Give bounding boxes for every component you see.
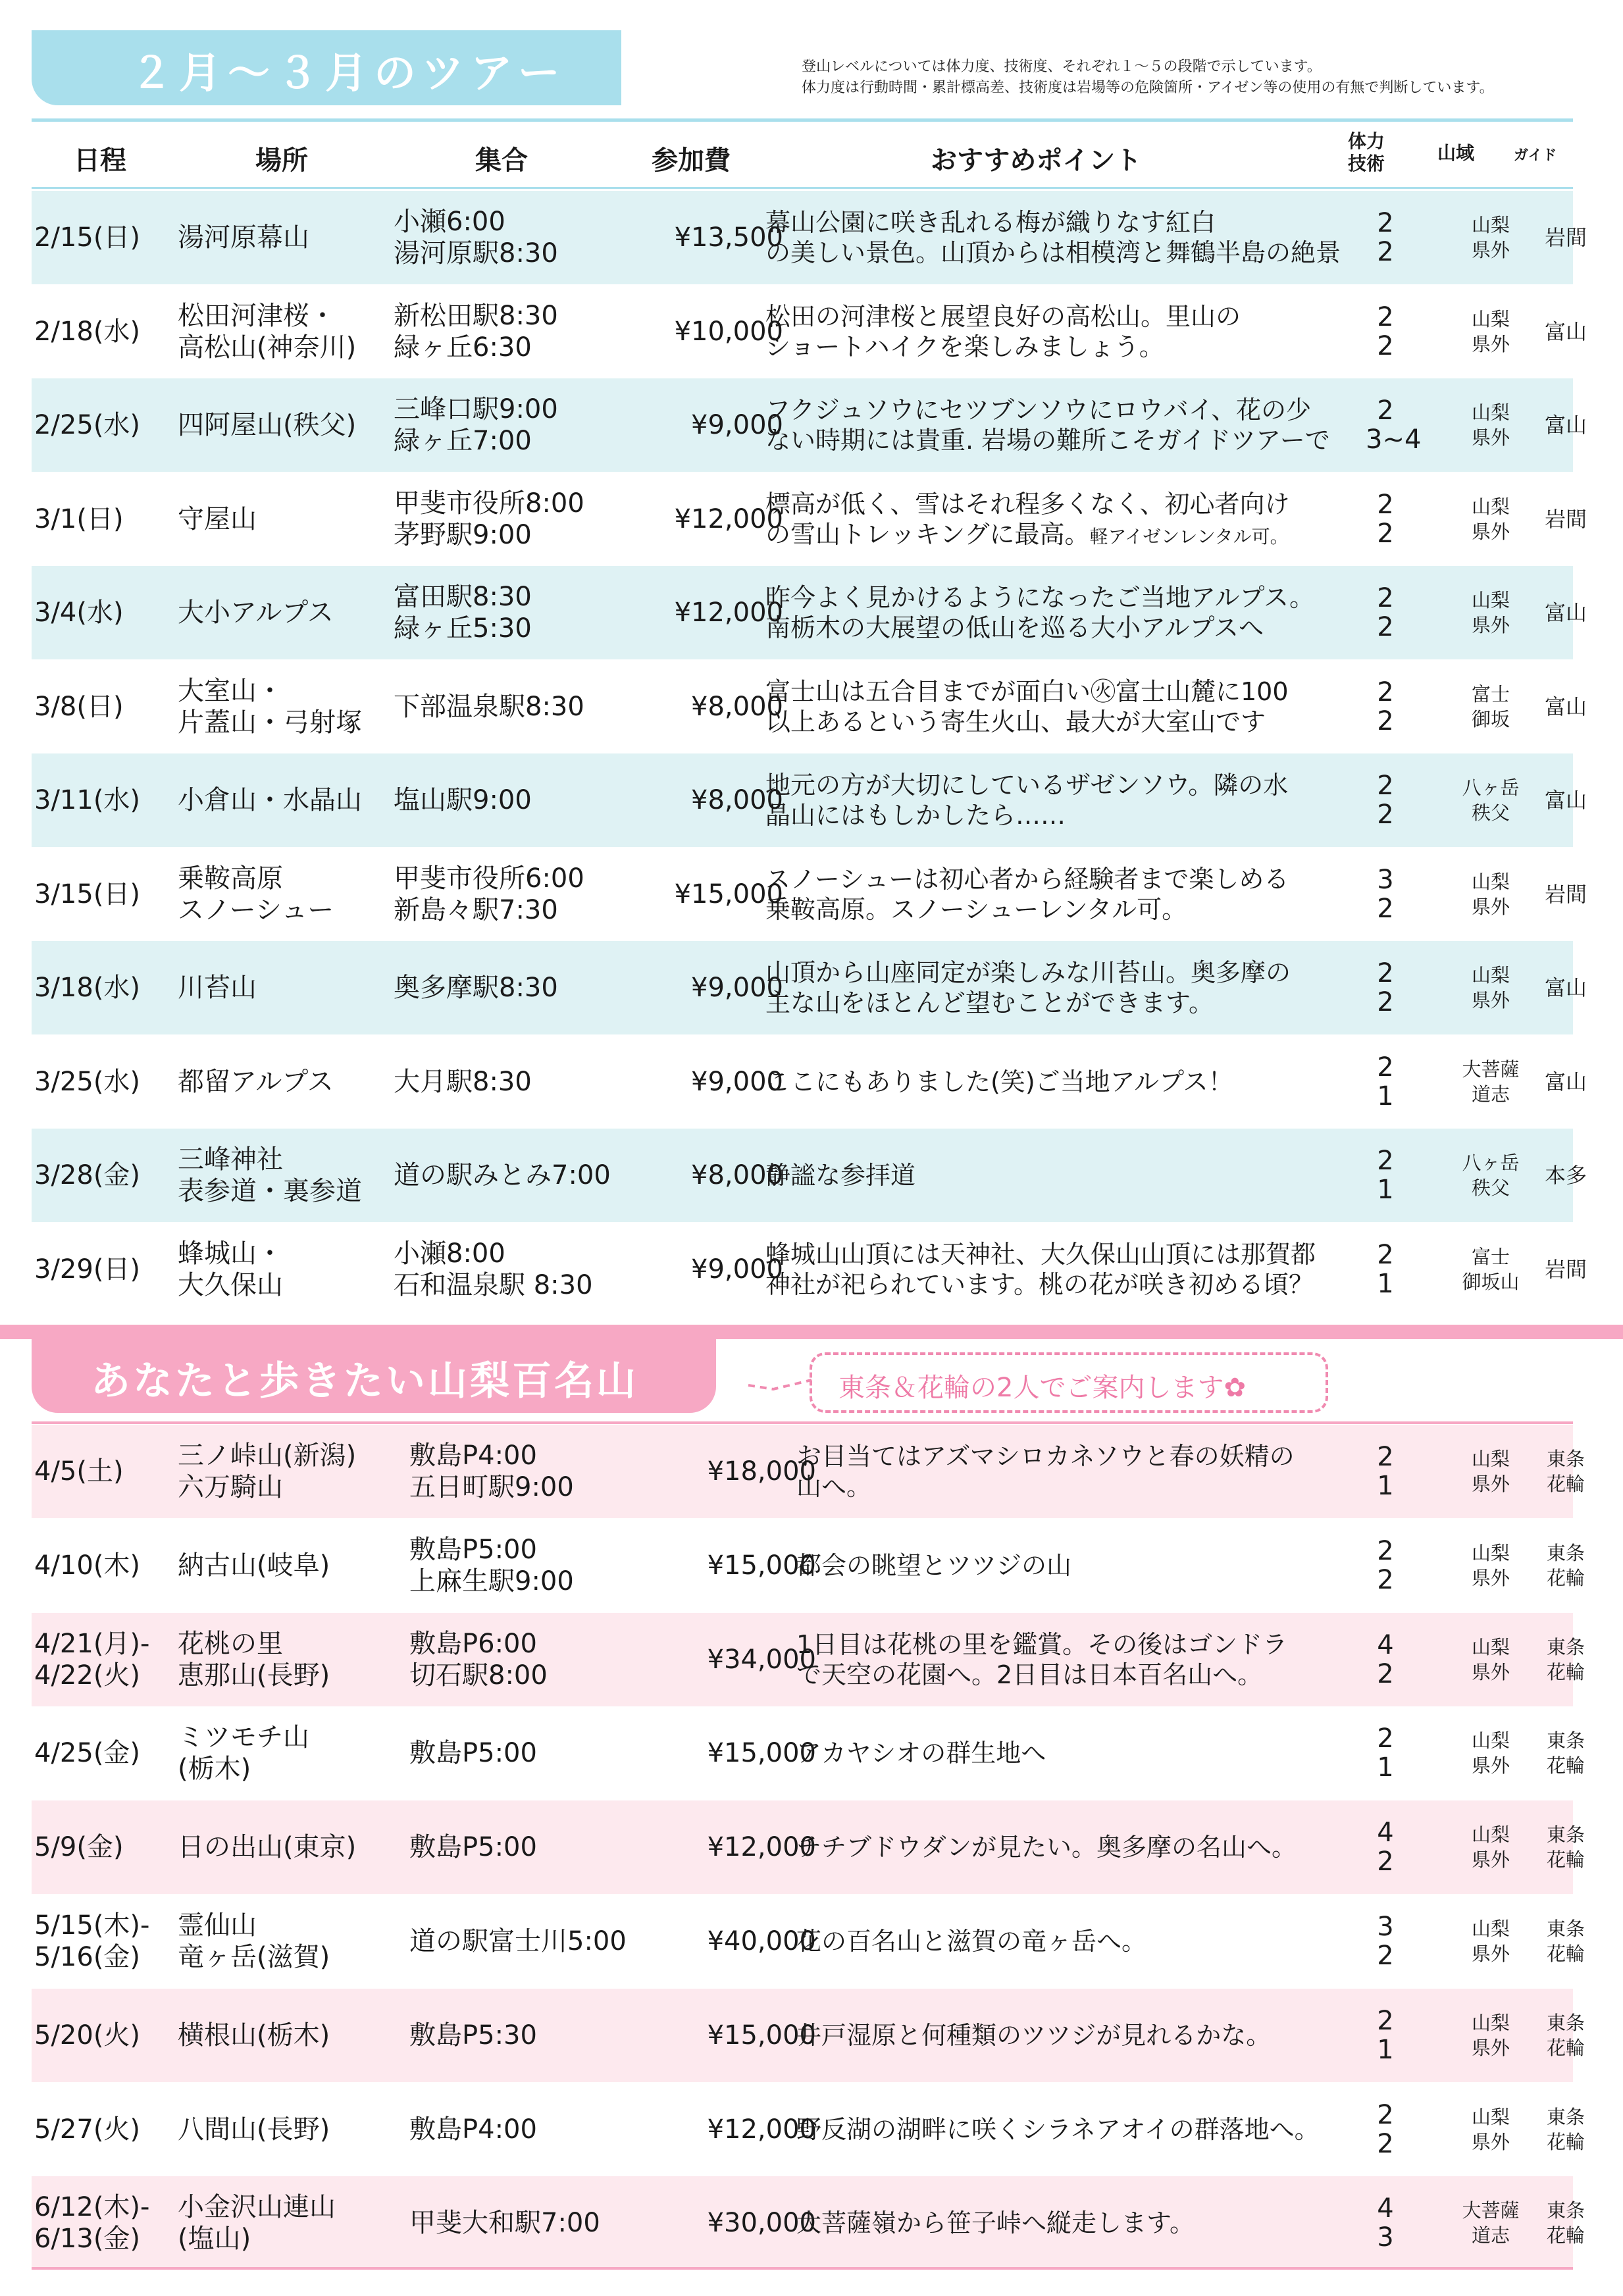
tour-area: 山梨 県外 (1471, 2105, 1510, 2153)
tour-level (1366, 584, 1405, 642)
tour-level (1366, 1724, 1405, 1782)
stamina-level: 2 (1377, 676, 1394, 707)
table-row (32, 472, 1587, 566)
tour-guide: 富山 (1544, 600, 1587, 625)
tour-guide: 富山 (1544, 694, 1587, 719)
tour-area: 山梨 県外 (1471, 307, 1510, 355)
tour-meeting: 敷島P4:00 (409, 2114, 537, 2145)
tour-fee: ¥40,000 (707, 1926, 816, 1956)
tour-guide: 東条 花輪 (1546, 2105, 1585, 2153)
level-note (802, 57, 1494, 99)
tour-level (1366, 1240, 1405, 1298)
tour-date: 5/27(火) (34, 2114, 141, 2145)
table-row (32, 2083, 1585, 2176)
tour-place: 湯河原幕山 (178, 222, 309, 253)
callout-pointer (747, 1372, 813, 1398)
tour-point (765, 1239, 1316, 1300)
tour-guide: 富山 (1544, 1069, 1587, 1094)
stamina-level: 2 (1377, 2005, 1394, 2036)
tour-level (1366, 303, 1405, 361)
tour-point (796, 1550, 1071, 1581)
tour-place: 松田河津桜・ 高松山(神奈川) (178, 300, 357, 363)
tour-meeting: 敷島P5:00 (409, 1832, 537, 1863)
tour-place: 守屋山 (178, 503, 257, 534)
technique-level: 2 (1377, 2128, 1394, 2159)
tour-point-text: 都会の眺望とツツジの山 (796, 1550, 1072, 1580)
technique-level: 2 (1377, 800, 1394, 830)
tour-level (1366, 865, 1405, 923)
tour-point (765, 207, 1341, 268)
tour-level (1366, 1631, 1405, 1689)
technique-level: 1 (1377, 2034, 1394, 2065)
technique-level: 1 (1377, 1268, 1394, 1299)
tour-place: 八間山(長野) (178, 2114, 330, 2145)
tour-date: 3/8(日) (34, 691, 124, 722)
stamina-level: 2 (1377, 1146, 1394, 1176)
tour-meeting: 塩山駅9:00 (394, 785, 532, 815)
section-band (0, 1325, 1623, 1339)
header-place: 場所 (255, 145, 308, 176)
tour-guide: 東条 花輪 (1546, 1729, 1585, 1777)
tour-fee: ¥30,000 (707, 2208, 816, 2239)
technique-level: 2 (1377, 518, 1394, 549)
technique-level: 1 (1377, 1752, 1394, 1783)
section-title: あなたと歩きたい山梨百名山 (91, 1358, 638, 1404)
header-fee: 参加費 (652, 145, 731, 176)
tour-place: 大小アルプス (178, 598, 334, 628)
tour-point (796, 1629, 1287, 1690)
tour-area: 山梨 県外 (1471, 589, 1510, 636)
header-meet: 集合 (475, 145, 528, 176)
tour-point (796, 1738, 1046, 1768)
tour-place: 川苔山 (178, 973, 257, 1003)
tour-place: ミツモチ山 (栃木) (178, 1722, 309, 1785)
tour-fee: ¥15,000 (707, 2020, 816, 2051)
tour-area: 大菩薩 道志 (1462, 2199, 1520, 2247)
tour-fee: ¥8,000 (691, 691, 783, 722)
tour-area: 富士 御坂山 (1462, 1245, 1520, 1293)
tour-fee: ¥8,000 (691, 785, 783, 815)
stamina-level: 2 (1377, 1442, 1394, 1472)
table-row (32, 848, 1587, 941)
header-date: 日程 (74, 145, 126, 176)
stamina-level: 2 (1377, 208, 1394, 238)
technique-level: 1 (1377, 1175, 1394, 1205)
tour-level (1366, 2101, 1405, 2158)
technique-level: 2 (1377, 612, 1394, 642)
tour-level (1366, 771, 1405, 829)
stamina-level: 3 (1377, 1912, 1394, 1942)
tour-place: 三ノ峠山(新潟) 六万騎山 (178, 1441, 357, 1502)
tour-level (1366, 1053, 1405, 1111)
technique-level: 3~4 (1366, 424, 1422, 455)
stamina-level: 2 (1377, 771, 1394, 801)
tour-point (765, 489, 1289, 552)
tour-area: 大菩薩 道志 (1462, 1058, 1520, 1106)
tour-fee: ¥9,000 (691, 1254, 783, 1285)
tour-guide: 富山 (1544, 975, 1587, 1000)
table-row (32, 1706, 1585, 1800)
tour-fee: ¥12,000 (707, 1832, 816, 1863)
stamina-level: 2 (1377, 1239, 1394, 1270)
tour-area: 山梨 県外 (1471, 1448, 1510, 1495)
technique-level: 2 (1377, 237, 1394, 267)
tour-fee: ¥9,000 (691, 410, 783, 440)
tour-point (765, 395, 1330, 455)
tour-fee: ¥13,500 (674, 222, 783, 253)
technique-level: 2 (1377, 1658, 1394, 1689)
tour-point (796, 1441, 1295, 1502)
tour-meeting: 小瀬8:00 石和温泉駅 8:30 (394, 1238, 593, 1300)
table-row (32, 1223, 1587, 1316)
tour-level (1366, 209, 1405, 267)
tour-fee: ¥18,000 (707, 1456, 816, 1487)
tour-date: 3/15(日) (34, 879, 141, 909)
table-row (32, 1895, 1585, 1988)
tour-meeting: 富田駅8:30 緑ヶ丘5:30 (394, 582, 532, 644)
tour-date: 6/12(木)- 6/13(金) (34, 2192, 150, 2255)
table-row (32, 1129, 1587, 1222)
tour-place: 小金沢山連山 (塩山) (178, 2192, 336, 2255)
tour-meeting: 三峰口駅9:00 緑ヶ丘7:00 (394, 394, 558, 456)
technique-level: 1 (1377, 1081, 1394, 1111)
tour-point-text: 富士山は五合目までが面白い㊋富士山麓に100 以上あるという寄生火山、最大が大室山です (765, 676, 1289, 736)
tour-meeting: 道の駅みとみ7:00 (394, 1160, 611, 1190)
tour-point-text: 昨今よく見かけるようになったご当地アルプス。 南栃木の大展望の低山を巡る大小アルプスへ (765, 583, 1315, 642)
table-row (32, 941, 1587, 1034)
tour-meeting: 下部温泉駅8:30 (394, 691, 584, 722)
section-tab-feb-mar (32, 30, 621, 105)
tour-guide: 富山 (1544, 788, 1587, 813)
table-row (32, 1800, 1585, 1894)
tour-meeting: 小瀬6:00 湯河原駅8:30 (394, 207, 558, 268)
tour-point-text: 大菩薩嶺から笹子峠へ縦走します。 (796, 2208, 1195, 2238)
tour-level (1366, 2006, 1405, 2064)
tour-fee: ¥12,000 (674, 503, 783, 534)
tour-level (1366, 678, 1405, 736)
tour-meeting: 甲斐市役所8:00 茅野駅9:00 (394, 488, 584, 550)
tour-point-text: 花の百名山と滋賀の竜ヶ岳へ。 (796, 1927, 1147, 1956)
tour-meeting: 敷島P5:00 (409, 1738, 537, 1769)
tour-place: 納古山(岐阜) (178, 1550, 330, 1581)
tour-level (1366, 959, 1405, 1017)
tour-date: 3/1(日) (34, 503, 124, 534)
tour-area: 山梨 県外 (1471, 214, 1510, 261)
tour-date: 3/28(金) (34, 1160, 141, 1190)
tour-point (765, 301, 1241, 362)
divider (32, 118, 1573, 122)
tour-place: 大室山・ 片蓋山・弓射塚 (178, 675, 362, 738)
stamina-level: 4 (1377, 1818, 1394, 1849)
tour-level (1366, 1537, 1405, 1594)
table-row (32, 2176, 1585, 2270)
tour-area: 富士 御坂 (1471, 682, 1510, 730)
tour-point-text: アカヤシオの群生地へ (796, 1739, 1046, 1768)
tour-point-text: お目当てはアズマシロカネソウと春の妖精の 山へ。 (796, 1442, 1295, 1501)
tour-guide: 東条 花輪 (1546, 1824, 1585, 1872)
divider (32, 1421, 1573, 1424)
tour-date: 3/29(日) (34, 1254, 141, 1285)
tour-area: 山梨 県外 (1471, 1541, 1510, 1589)
tour-date: 3/25(水) (34, 1066, 141, 1097)
tour-meeting: 敷島P4:00 五日町駅9:00 (409, 1441, 574, 1502)
stamina-level: 3 (1377, 864, 1394, 895)
table-row (32, 753, 1587, 847)
stamina-level: 2 (1377, 583, 1394, 613)
tour-point-text: 地元の方が大切にしているザゼンソウ。隣の水 晶山にはもしかしたら…… (765, 771, 1289, 830)
tour-place: 都留アルプス (178, 1066, 334, 1097)
tour-area: 山梨 県外 (1471, 401, 1510, 449)
tour-date: 2/18(水) (34, 316, 141, 347)
tour-place: 日の出山(東京) (178, 1832, 357, 1863)
stamina-level: 2 (1377, 2099, 1394, 2130)
tour-point (765, 1067, 1233, 1097)
tour-point-text: 標高が低く、雪はそれ程多くなく、初心者向け の雪山トレッキングに最高。 (765, 489, 1290, 549)
tour-point-text: 幕山公園に咲き乱れる梅が織りなす紅白 の美しい景色。山頂からは相模湾と舞鶴半島の絶景 (765, 208, 1341, 267)
tour-point (765, 582, 1314, 643)
tour-point (796, 2208, 1195, 2238)
tour-meeting: 敷島P6:00 切石駅8:00 (409, 1628, 548, 1691)
tour-date: 4/5(土) (34, 1456, 124, 1487)
stamina-level: 2 (1377, 1723, 1394, 1754)
guide-callout (810, 1352, 1328, 1413)
tour-date: 2/25(水) (34, 410, 141, 440)
tour-date: 3/18(水) (34, 973, 141, 1003)
tour-place: 横根山(栃木) (178, 2020, 330, 2051)
tour-point-text: 野反湖の湖畔に咲くシラネアオイの群落地へ。 (796, 2114, 1320, 2144)
technique-level: 2 (1377, 893, 1394, 924)
tour-point-text: チチブドウダンが見たい。奥多摩の名山へ。 (796, 1833, 1297, 1862)
tour-level (1366, 1442, 1405, 1500)
tour-place: 花桃の里 恵那山(長野) (178, 1628, 330, 1691)
tour-point-text: 蜂城山山頂には天神社、大久保山山頂には那賀都 神社が祀られています。桃の花が咲き初める頃？ (765, 1239, 1316, 1299)
tour-date: 5/20(火) (34, 2020, 141, 2051)
stamina-level: 2 (1377, 1535, 1394, 1566)
tour-point (765, 957, 1291, 1018)
tour-point (765, 1160, 915, 1190)
tour-area: 山梨 県外 (1471, 495, 1510, 543)
tour-point-note: 軽アイゼンレンタル可。 (1089, 525, 1289, 548)
stamina-level: 2 (1377, 1052, 1394, 1083)
tour-point-text: 井戸湿原と何種類のツツジが見れるかな。 (796, 2020, 1272, 2050)
tour-point-text: ここにもありました(笑)ご当地アルプス！ (765, 1067, 1233, 1096)
tour-guide: 岩間 (1544, 1256, 1587, 1282)
table-row (32, 285, 1587, 378)
table-row (32, 191, 1587, 284)
tour-meeting: 新松田駅8:30 緑ヶ丘6:30 (394, 300, 558, 363)
tour-guide: 岩間 (1544, 881, 1587, 907)
tour-guide: 東条 花輪 (1546, 1541, 1585, 1589)
table-row (32, 1035, 1587, 1129)
tour-meeting: 敷島P5:30 (409, 2020, 537, 2051)
tour-area: 山梨 県外 (1471, 964, 1510, 1011)
divider (32, 187, 1573, 189)
tour-place: 蜂城山・ 大久保山 (178, 1238, 283, 1300)
tour-area: 山梨 県外 (1471, 2011, 1510, 2059)
stamina-level: 4 (1377, 1629, 1394, 1660)
tour-point (796, 1926, 1146, 1956)
tour-fee: ¥15,000 (674, 879, 783, 909)
tour-level (1366, 490, 1405, 548)
divider (32, 2267, 1573, 2270)
tour-area: 山梨 県外 (1471, 1635, 1510, 1683)
tour-place: 霊仙山 竜ヶ岳(滋賀) (178, 1910, 330, 1972)
tour-date: 3/4(水) (34, 598, 124, 628)
tour-guide: 本多 (1544, 1163, 1587, 1188)
tour-area: 八ヶ岳 秩父 (1462, 1152, 1520, 1199)
tour-date: 2/15(日) (34, 222, 141, 253)
tour-place: 三峰神社 表参道・裏参道 (178, 1144, 362, 1206)
header-guide: ガイド (1514, 147, 1557, 164)
tour-fee: ¥10,000 (674, 316, 783, 347)
tour-level (1366, 1146, 1405, 1204)
header-point: おすすめポイント (931, 145, 1142, 176)
tour-guide: 東条 花輪 (1546, 1635, 1585, 1683)
tour-meeting: 敷島P5:00 上麻生駅9:00 (409, 1534, 574, 1596)
tour-meeting: 甲斐市役所6:00 新島々駅7:30 (394, 863, 584, 925)
table-row (32, 660, 1587, 753)
tour-guide: 東条 花輪 (1546, 2199, 1585, 2247)
table-row (32, 1989, 1585, 2082)
tour-meeting: 大月駅8:30 (394, 1066, 532, 1097)
table-row (32, 1613, 1585, 1706)
technique-level: 2 (1377, 705, 1394, 736)
stamina-level: 2 (1377, 958, 1394, 988)
technique-level: 2 (1377, 987, 1394, 1017)
section-title: ２月〜３月のツアー (130, 49, 567, 98)
tour-date: 3/11(水) (34, 785, 141, 815)
tour-level (1366, 1912, 1405, 1970)
tour-area: 山梨 県外 (1471, 1918, 1510, 1965)
tour-fee: ¥9,000 (691, 973, 783, 1003)
stamina-level: 2 (1377, 395, 1394, 426)
tour-fee: ¥15,000 (707, 1550, 816, 1581)
technique-level: 2 (1377, 1941, 1394, 1971)
tour-guide: 東条 花輪 (1546, 2011, 1585, 2059)
tour-point-text: スノーシューは初心者から経験者まで楽しめる 乗鞍高原。スノーシューレンタル可。 (765, 864, 1289, 924)
level-note-line1: 登山レベルについては体力度、技術度、それぞれ１〜５の段階で示しています。 (802, 59, 1322, 75)
tour-place: 四阿屋山(秩父) (178, 410, 357, 440)
table-row (32, 1425, 1585, 1518)
level-note-line2: 体力度は行動時間・累計標高差、技術度は岩場等の危険箇所・アイゼン等の使用の有無で判断しています。 (802, 80, 1494, 96)
tour-fee: ¥15,000 (707, 1738, 816, 1769)
tour-point-text: 1日目は花桃の里を鑑賞。その後はゴンドラ で天空の花園へ。2日目は日本百名山へ。 (796, 1629, 1288, 1689)
tour-point (765, 770, 1288, 830)
tour-fee: ¥12,000 (674, 598, 783, 628)
tour-point-text: 山頂から山座同定が楽しみな川苔山。奥多摩の 主な山をほとんど望むことができます。 (765, 958, 1291, 1017)
tour-point (765, 864, 1289, 925)
tour-guide: 岩間 (1544, 506, 1587, 532)
tour-meeting: 奥多摩駅8:30 (394, 973, 558, 1003)
tour-point-text: 静謐な参拝道 (765, 1161, 916, 1190)
tour-point (796, 2114, 1320, 2145)
technique-level: 2 (1377, 330, 1394, 361)
tour-fee: ¥8,000 (691, 1160, 783, 1190)
tour-level (1366, 1818, 1405, 1876)
tour-fee: ¥12,000 (707, 2114, 816, 2145)
table-row (32, 1519, 1585, 1612)
tour-level (1366, 2194, 1405, 2252)
header-area: 山域 (1437, 142, 1475, 164)
tour-meeting: 甲斐大和駅7:00 (409, 2208, 600, 2239)
tour-guide: 東条 花輪 (1546, 1448, 1585, 1495)
tour-point (765, 676, 1289, 737)
tour-place: 乗鞍高原 スノーシュー (178, 863, 334, 925)
section-tab-yamanashi (32, 1339, 716, 1413)
technique-level: 2 (1377, 1847, 1394, 1877)
header-level: 体力 技術 (1348, 130, 1385, 174)
tour-fee: ¥9,000 (691, 1066, 783, 1097)
tour-guide: 東条 花輪 (1546, 1918, 1585, 1965)
tour-level (1366, 395, 1422, 455)
tour-point-text: フクジュソウにセツブンソウにロウバイ、花の少 ない時期には貴重. 岩場の難所こそガイドツアーで (765, 395, 1330, 455)
stamina-level: 4 (1377, 2193, 1394, 2224)
stamina-level: 2 (1377, 301, 1394, 332)
tour-guide: 岩間 (1544, 225, 1587, 250)
tour-date: 4/10(木) (34, 1550, 141, 1581)
technique-level: 1 (1377, 1471, 1394, 1501)
tour-area: 山梨 県外 (1471, 1729, 1510, 1777)
table-row (32, 378, 1587, 472)
tour-guide: 富山 (1544, 413, 1587, 438)
technique-level: 2 (1377, 1564, 1394, 1595)
table-row (32, 566, 1587, 659)
technique-level: 3 (1377, 2222, 1394, 2253)
tour-date: 4/25(金) (34, 1738, 141, 1769)
tour-point-text: 松田の河津桜と展望良好の高松山。里山の ショートハイクを楽しみましょう。 (765, 301, 1241, 361)
callout-text: 東条＆花輪の2人でご案内します✿ (838, 1373, 1246, 1403)
tour-guide: 富山 (1544, 319, 1587, 344)
tour-date: 4/21(月)- 4/22(火) (34, 1628, 150, 1691)
tour-area: 山梨 県外 (1471, 1824, 1510, 1872)
tour-date: 5/15(木)- 5/16(金) (34, 1910, 150, 1972)
stamina-level: 2 (1377, 489, 1394, 520)
tour-date: 5/9(金) (34, 1832, 124, 1863)
tour-fee: ¥34,000 (707, 1644, 816, 1675)
tour-meeting: 道の駅富士川5:00 (409, 1926, 627, 1956)
tour-area: 山梨 県外 (1471, 870, 1510, 918)
tour-area: 八ヶ岳 秩父 (1462, 777, 1520, 824)
tour-place: 小倉山・水晶山 (178, 785, 362, 815)
tour-point (796, 1832, 1297, 1862)
tour-point (796, 2020, 1271, 2051)
